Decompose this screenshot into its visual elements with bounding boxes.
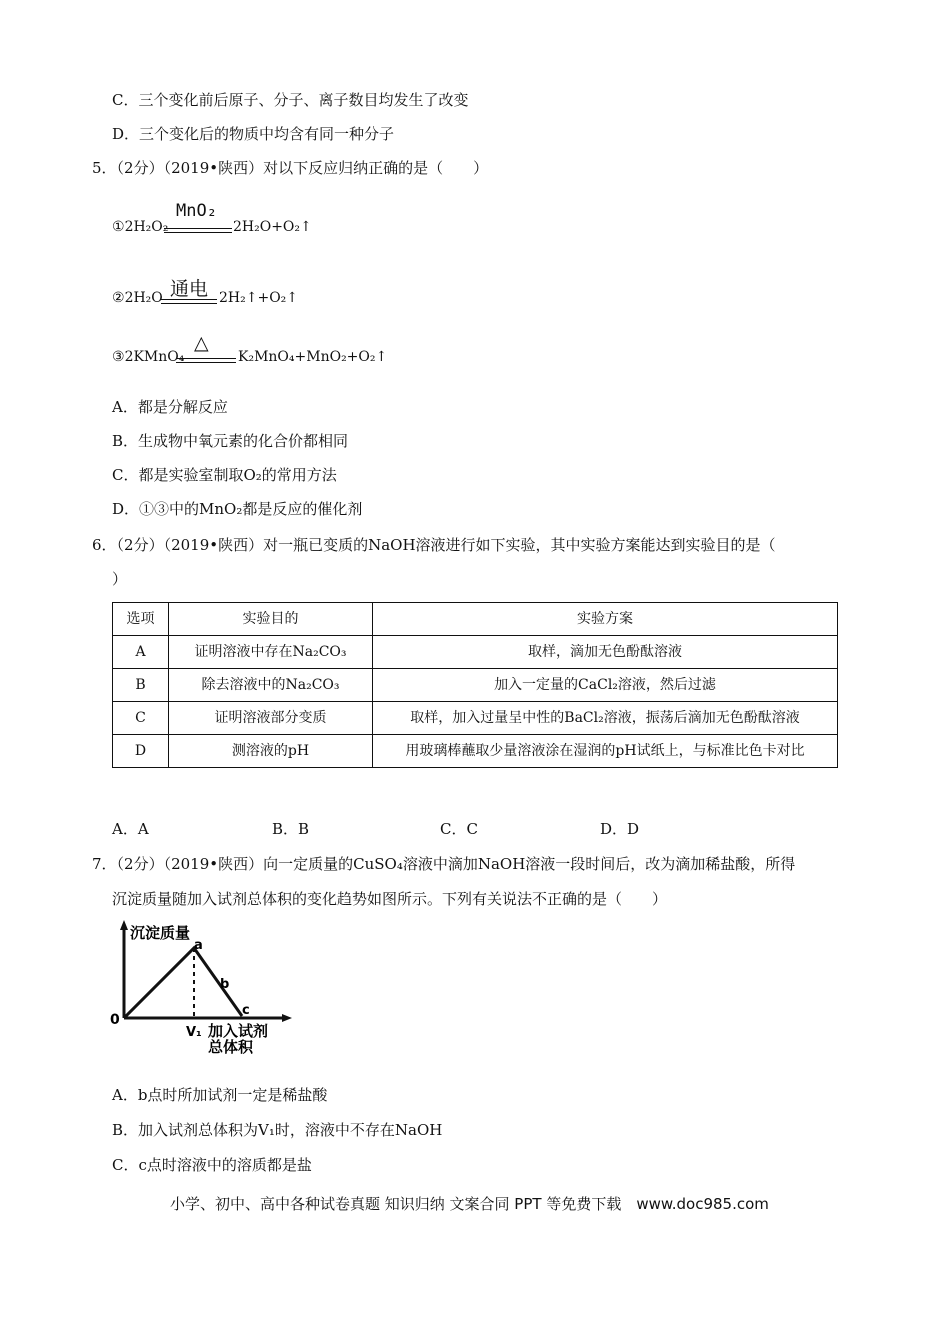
table-header-cell: 选项 — [113, 603, 169, 636]
eq1-reactants: 2H₂O₂ — [124, 219, 169, 235]
q5-stem: 5．（2分）（2019•陕西）对以下反应归纳正确的是（ ） — [92, 159, 489, 177]
x-axis-label-line2: 总体积 — [208, 1038, 254, 1056]
eq2-arrow — [161, 299, 217, 304]
experiment-table — [112, 602, 838, 768]
v1-label: V₁ — [186, 1025, 202, 1040]
point-c-label: c — [242, 1003, 250, 1018]
x-axis-label-line1: 加入试剂 — [208, 1022, 269, 1040]
x-axis-arrow — [282, 1014, 292, 1022]
eq3-products: K₂MnO₄+MnO₂+O₂↑ — [238, 349, 388, 365]
table-cell: 除去溶液中的Na₂CO₃ — [169, 669, 373, 702]
table-cell: B — [113, 669, 169, 702]
precipitate-graph — [108, 918, 308, 1058]
q7-stem-line1: 7．（2分）（2019•陕西）向一定质量的CuSO₄溶液中滴加NaOH溶液一段时间后，改为滴加稀盐酸，所得 — [92, 855, 796, 873]
eq2-products: 2H₂↑+O₂↑ — [219, 290, 299, 306]
q6-choice-a: A．A — [112, 820, 149, 838]
q7-option-b: B．加入试剂总体积为V₁时，溶液中不存在NaOH — [112, 1121, 443, 1139]
eq3-reactants: 2KMnO₄ — [124, 349, 185, 365]
table-row — [113, 669, 838, 702]
eq1-products: 2H₂O+O₂↑ — [233, 219, 312, 235]
q6-stem-line1: 6．（2分）（2019•陕西）对一瓶已变质的NaOH溶液进行如下实验，其中实验方案能达到实验目的是（ — [92, 536, 776, 554]
table-cell: 证明溶液中存在Na₂CO₃ — [169, 636, 373, 669]
eq1-arrow — [164, 228, 232, 233]
q5-option-a: A．都是分解反应 — [112, 398, 228, 416]
table-header-row — [113, 603, 838, 636]
eq2-number: ② — [112, 290, 125, 306]
table-cell: 用玻璃棒蘸取少量溶液涂在湿润的pH试纸上，与标准比色卡对比 — [373, 735, 838, 768]
point-a-label: a — [194, 938, 203, 953]
q4-option-c: C．三个变化前后原子、分子、离子数目均发生了改变 — [112, 91, 469, 109]
table-cell: C — [113, 702, 169, 735]
q5-option-c: C．都是实验室制取O₂的常用方法 — [112, 466, 337, 484]
table-cell: 加入一定量的CaCl₂溶液，然后过滤 — [373, 669, 838, 702]
q6-stem-line2: ） — [112, 570, 128, 588]
eq2-reactants: 2H₂O — [124, 290, 163, 306]
table-header-cell: 实验方案 — [373, 603, 838, 636]
q6-choice-b: B．B — [272, 820, 310, 838]
q7-option-c: C．c点时溶液中的溶质都是盐 — [112, 1156, 312, 1174]
table-cell: D — [113, 735, 169, 768]
table-cell: 取样，加入过量呈中性的BaCl₂溶液，振荡后滴加无色酚酞溶液 — [373, 702, 838, 735]
table-row — [113, 702, 838, 735]
eq1-number: ① — [112, 219, 125, 235]
table-row — [113, 735, 838, 768]
table-cell: A — [113, 636, 169, 669]
q7-option-a: A．b点时所加试剂一定是稀盐酸 — [112, 1086, 328, 1104]
table-row — [113, 636, 838, 669]
point-b-label: b — [220, 977, 230, 992]
page-footer: 小学、初中、高中各种试卷真题 知识归纳 文案合同 PPT 等免费下载 www.doc985.com — [170, 1195, 769, 1213]
q7-stem-line2: 沉淀质量随加入试剂总体积的变化趋势如图所示。下列有关说法不正确的是（ ） — [112, 890, 668, 908]
origin-label: 0 — [110, 1012, 120, 1028]
y-axis-arrow — [120, 920, 128, 930]
q5-option-b: B．生成物中氧元素的化合价都相同 — [112, 432, 349, 450]
y-axis-label: 沉淀质量 — [130, 924, 191, 942]
table-header-cell: 实验目的 — [169, 603, 373, 636]
q6-choice-d: D．D — [600, 820, 640, 838]
table-cell: 测溶液的pH — [169, 735, 373, 768]
eq1-condition: MnO₂ — [176, 201, 217, 221]
eq2-condition: 通电 — [170, 278, 209, 300]
q5-option-d: D．①③中的MnO₂都是反应的催化剂 — [112, 500, 363, 518]
q6-choice-c: C．C — [440, 820, 478, 838]
table-cell: 证明溶液部分变质 — [169, 702, 373, 735]
q4-option-d: D．三个变化后的物质中均含有同一种分子 — [112, 125, 395, 143]
eq3-arrow — [176, 358, 236, 363]
eq3-condition: △ — [194, 332, 209, 354]
table-cell: 取样，滴加无色酚酞溶液 — [373, 636, 838, 669]
eq3-number: ③ — [112, 349, 125, 365]
